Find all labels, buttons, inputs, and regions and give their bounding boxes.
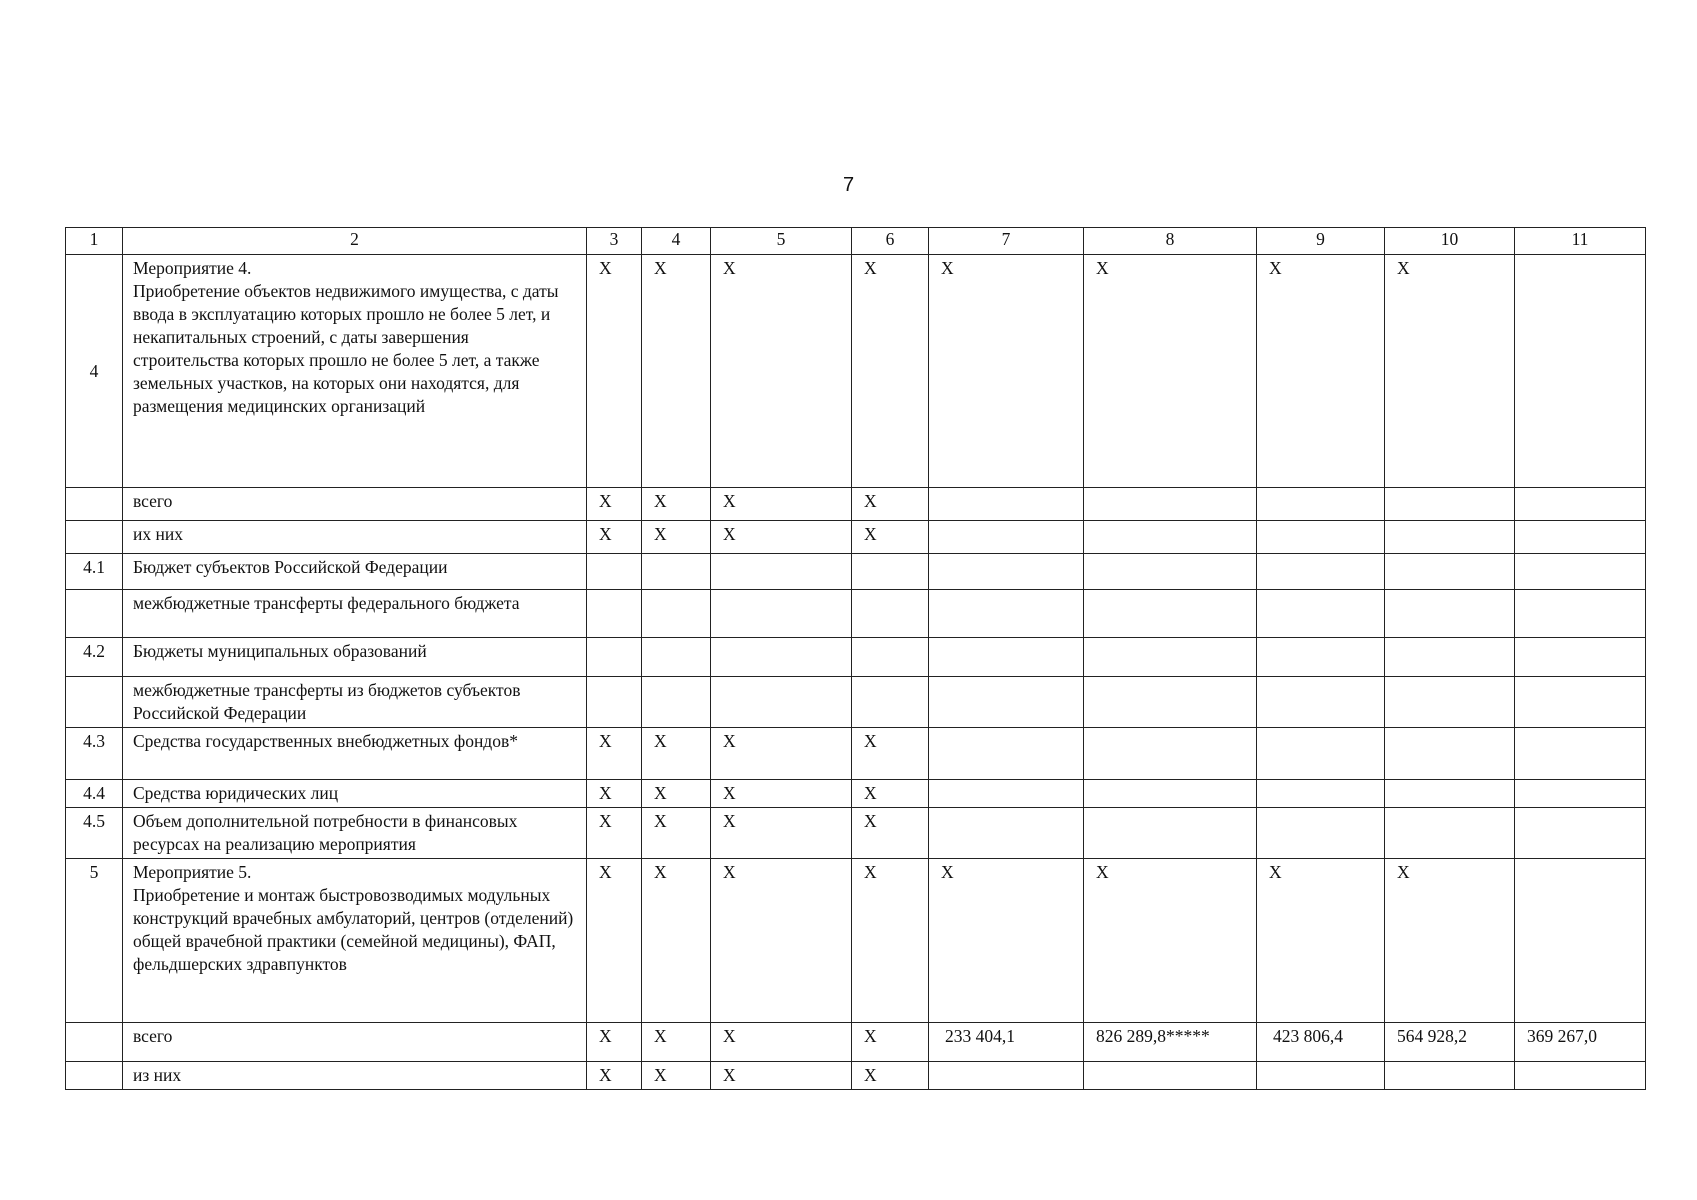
table-cell [929,488,1084,521]
table-cell [1515,255,1646,488]
table-cell [1257,728,1385,780]
table-cell [1257,677,1385,728]
table-cell [1084,521,1257,554]
table-cell: Х [711,1023,852,1062]
table-cell: Х [587,728,642,780]
row-number [66,488,123,521]
row-number: 5 [66,859,123,1023]
table-cell [1515,808,1646,859]
table-cell [1084,638,1257,677]
table-cell [929,1062,1084,1090]
table-cell: Х [1084,859,1257,1023]
table-cell: Х [711,255,852,488]
header-cell: 5 [711,228,852,255]
table-cell [929,808,1084,859]
row-name: Мероприятие 4. Приобретение объектов недвижимого имущества, с даты ввода в эксплуатацию которых прошло не более 5 лет, и некапитальных строений, с даты завершения строительства которых прошло не более 5 лет, а также земельных участков, на которых они находятся, для размещения медицинских организаций [123,255,587,488]
table-cell [929,521,1084,554]
table-cell [1385,638,1515,677]
row-name: Объем дополнительной потребности в финансовых ресурсах на реализацию мероприятия [123,808,587,859]
row-number: 4.3 [66,728,123,780]
table-cell: Х [642,488,711,521]
table-cell [852,677,929,728]
table-cell: Х [711,521,852,554]
table-cell [1257,590,1385,638]
table-cell: Х [852,488,929,521]
table-cell [1515,590,1646,638]
row-number [66,1023,123,1062]
table-cell [1257,1062,1385,1090]
table-cell: Х [642,1062,711,1090]
table-cell: Х [1084,255,1257,488]
table-cell: Х [852,1062,929,1090]
header-cell: 4 [642,228,711,255]
table-cell: Х [929,859,1084,1023]
table-cell [1385,554,1515,590]
table-cell [642,590,711,638]
table-cell: Х [711,780,852,808]
table-cell: 826 289,8***** [1084,1023,1257,1062]
table-cell [711,554,852,590]
table-row [66,554,1646,590]
table-cell: 369 267,0 [1515,1023,1646,1062]
table-cell [929,728,1084,780]
table-row [66,728,1646,780]
table-cell: Х [1257,859,1385,1023]
table-cell [929,638,1084,677]
table-cell [1515,780,1646,808]
table-cell: Х [711,859,852,1023]
table-cell: Х [587,1062,642,1090]
header-cell: 8 [1084,228,1257,255]
table-cell [1084,808,1257,859]
table-cell [1084,488,1257,521]
table-cell [1257,780,1385,808]
page-number: 7 [842,174,855,196]
table-row [66,859,1646,1023]
table-cell: Х [1257,255,1385,488]
table-cell [929,677,1084,728]
table-row [66,1062,1646,1090]
row-number: 4.4 [66,780,123,808]
table-cell: Х [929,255,1084,488]
table-cell: Х [711,808,852,859]
table-cell [929,590,1084,638]
row-name: межбюджетные трансферты из бюджетов субъектов Российской Федерации [123,677,587,728]
table-cell [1084,677,1257,728]
table-cell [1257,521,1385,554]
table-cell [1084,554,1257,590]
table-cell: Х [852,521,929,554]
table-cell [852,554,929,590]
row-number: 4 [66,255,123,488]
table-cell [1084,590,1257,638]
row-name: межбюджетные трансферты федерального бюджета [123,590,587,638]
table-cell: Х [587,780,642,808]
row-number: 4.5 [66,808,123,859]
table-cell: Х [642,780,711,808]
table-cell: Х [1385,859,1515,1023]
table-cell [587,677,642,728]
table-cell [642,638,711,677]
table-cell [1515,859,1646,1023]
table-cell [1385,677,1515,728]
row-name: всего [123,1023,587,1062]
table-cell [852,590,929,638]
table-cell [1257,808,1385,859]
table-row [66,780,1646,808]
table-cell: Х [642,521,711,554]
table-cell: Х [852,859,929,1023]
table-cell [587,554,642,590]
table-cell: Х [642,255,711,488]
table-row [66,1023,1646,1062]
table-cell [1515,554,1646,590]
row-name: Мероприятие 5. Приобретение и монтаж быстровозводимых модульных конструкций врачебных амбулаторий, центров (отделений) общей врачебной практики (семейной медицины), ФАП, фельдшерских здравпунктов [123,859,587,1023]
table-cell: Х [852,728,929,780]
table-cell [1385,1062,1515,1090]
table-row [66,808,1646,859]
table-cell: Х [852,1023,929,1062]
table-cell [1385,590,1515,638]
table-cell [1515,521,1646,554]
table-cell [1385,521,1515,554]
header-cell: 6 [852,228,929,255]
table-cell [1385,488,1515,521]
table-cell [711,638,852,677]
table-cell: Х [642,859,711,1023]
table-cell [1385,808,1515,859]
table-cell [587,590,642,638]
table-cell [1515,728,1646,780]
table-cell: 423 806,4 [1257,1023,1385,1062]
row-number: 4.2 [66,638,123,677]
row-number [66,1062,123,1090]
table-cell [1084,780,1257,808]
table-cell: Х [642,728,711,780]
table-cell: Х [852,255,929,488]
table-cell [1385,728,1515,780]
table-cell [929,780,1084,808]
row-number [66,590,123,638]
table-cell: Х [852,808,929,859]
table-cell: Х [642,1023,711,1062]
table-cell [852,638,929,677]
header-cell: 3 [587,228,642,255]
table-cell: 564 928,2 [1385,1023,1515,1062]
row-name: их них [123,521,587,554]
table-row [66,677,1646,728]
row-number [66,677,123,728]
table-cell: Х [587,255,642,488]
table-cell: Х [642,808,711,859]
header-cell: 7 [929,228,1084,255]
table-cell [711,677,852,728]
table-row [66,488,1646,521]
table-cell: Х [587,859,642,1023]
table-cell [1515,638,1646,677]
row-number: 4.1 [66,554,123,590]
table-cell: Х [711,488,852,521]
table-cell: Х [852,780,929,808]
table-cell [1385,780,1515,808]
header-cell: 11 [1515,228,1646,255]
table-cell [642,554,711,590]
header-row [66,228,1646,255]
table-cell: Х [1385,255,1515,488]
table-cell [1084,1062,1257,1090]
header-cell: 2 [123,228,587,255]
row-name: Бюджет субъектов Российской Федерации [123,554,587,590]
table-cell: Х [587,488,642,521]
table-cell [711,590,852,638]
table-cell [1515,1062,1646,1090]
table-cell: Х [587,808,642,859]
table-cell [1257,638,1385,677]
row-name: Средства государственных внебюджетных фондов* [123,728,587,780]
table-cell [1515,488,1646,521]
table-cell: Х [587,1023,642,1062]
table-row [66,638,1646,677]
table-row [66,590,1646,638]
row-number [66,521,123,554]
table-cell [1084,728,1257,780]
table-cell [587,638,642,677]
table-cell [1257,488,1385,521]
row-name: всего [123,488,587,521]
table-row [66,255,1646,488]
row-name: Средства юридических лиц [123,780,587,808]
table-cell: Х [711,728,852,780]
header-cell: 9 [1257,228,1385,255]
table-cell [1257,554,1385,590]
table-cell [929,554,1084,590]
row-name: из них [123,1062,587,1090]
table-cell [1515,677,1646,728]
header-cell: 10 [1385,228,1515,255]
table-cell: 233 404,1 [929,1023,1084,1062]
table-row [66,521,1646,554]
header-cell: 1 [66,228,123,255]
table-cell: Х [711,1062,852,1090]
row-name: Бюджеты муниципальных образований [123,638,587,677]
table-cell [642,677,711,728]
table-cell: Х [587,521,642,554]
funding-table [65,227,1646,1090]
